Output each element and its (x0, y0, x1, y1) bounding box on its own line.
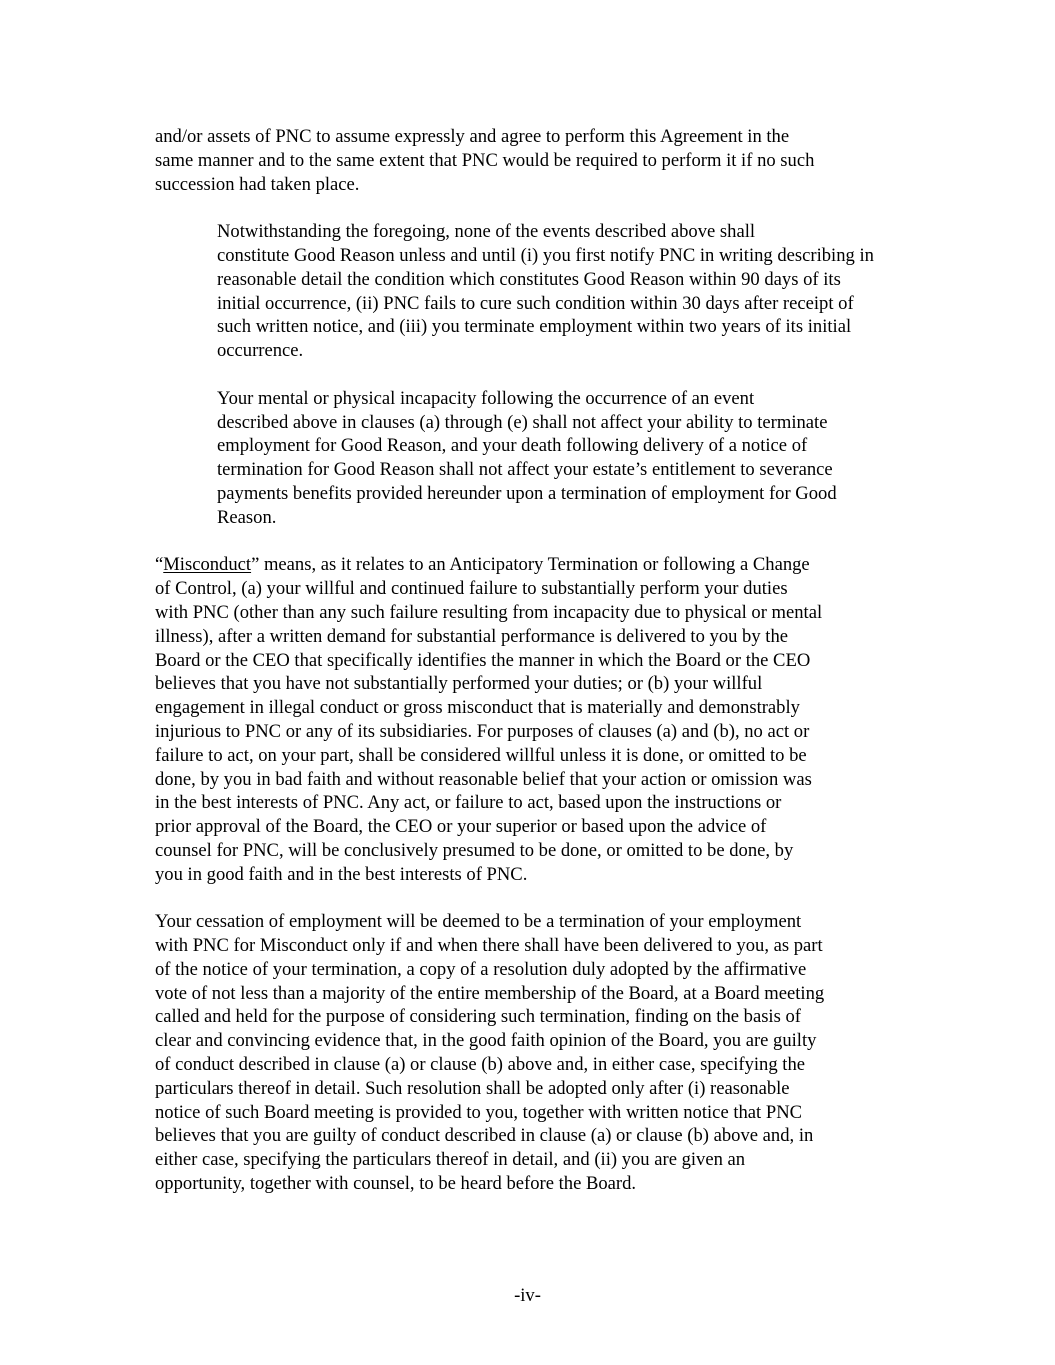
text-line: called and held for the purpose of considering such termination, finding on the basis of (155, 1006, 801, 1028)
text-line: in the best interests of PNC. Any act, or failure to act, based upon the instructions or (155, 792, 782, 814)
text-line: particulars thereof in detail. Such resolution shall be adopted only after (i) reasonable (155, 1077, 790, 1099)
text-line: Reason. (217, 506, 277, 528)
text-line (155, 553, 903, 577)
first-line-rest: ” means, as it relates to an Anticipatory Termination or following a Change (251, 554, 810, 576)
text-line: prior approval of the Board, the CEO or your superior or based upon the advice of (155, 816, 767, 838)
text-line: believes that you are guilty of conduct described in clause (a) or clause (b) above and, in (155, 1125, 814, 1147)
text-line: you in good faith and in the best interests of PNC. (155, 863, 528, 885)
paragraph-good-reason-notice (155, 220, 903, 363)
text-line: of conduct described in clause (a) or clause (b) above and, in either case, specifying the (155, 1054, 805, 1076)
text-line: with PNC (other than any such failure resulting from incapacity due to physical or mental (155, 601, 823, 623)
text-line: Your cessation of employment will be deemed to be a termination of your employment (155, 911, 802, 933)
text-line: illness), after a written demand for substantial performance is delivered to you by the (155, 625, 789, 647)
text-line: Board or the CEO that specifically identifies the manner in which the Board or the CEO (155, 649, 811, 671)
text-line: employment for Good Reason, and your death following delivery of a notice of (217, 435, 808, 457)
text-line: Notwithstanding the foregoing, none of the events described above shall (217, 221, 756, 243)
text-line: constitute Good Reason unless and until (i) you first notify PNC in writing describing in (217, 244, 874, 266)
open-quote: “ (155, 554, 164, 576)
text-line: such written notice, and (iii) you terminate employment within two years of its initial (217, 316, 852, 338)
text-line: with PNC for Misconduct only if and when there shall have been delivered to you, as part (155, 935, 823, 957)
text-line: vote of not less than a majority of the entire membership of the Board, at a Board meeting (155, 982, 825, 1004)
text-line: notice of such Board meeting is provided to you, together with written notice that PNC (155, 1101, 803, 1123)
text-line: injurious to PNC or any of its subsidiaries. For purposes of clauses (a) and (b), no act or (155, 720, 810, 742)
paragraph-board-resolution (155, 910, 903, 1196)
text-line: of the notice of your termination, a copy of a resolution duly adopted by the affirmative (155, 958, 807, 980)
text-line: succession had taken place. (155, 173, 360, 195)
defined-term-misconduct: Misconduct (163, 554, 252, 576)
text-line: Your mental or physical incapacity following the occurrence of an event (217, 387, 755, 409)
text-line: reasonable detail the condition which constitutes Good Reason within 90 days of its (217, 268, 841, 290)
text-line: failure to act, on your part, shall be considered willful unless it is done, or omitted to be (155, 744, 807, 766)
text-line: either case, specifying the particulars thereof in detail, and (ii) you are given an (155, 1149, 746, 1171)
text-line: payments benefits provided hereunder upon a termination of employment for Good (217, 482, 837, 504)
text-line: same manner and to the same extent that PNC would be required to perform it if no such (155, 149, 815, 171)
text-line: termination for Good Reason shall not affect your estate’s entitlement to severance (217, 459, 833, 481)
paragraph-misconduct-definition (155, 553, 903, 886)
page-number: -iv- (514, 1285, 541, 1306)
text-line: described above in clauses (a) through (e) shall not affect your ability to terminate (217, 411, 828, 433)
text-line: opportunity, together with counsel, to be heard before the Board. (155, 1173, 637, 1195)
text-line: and/or assets of PNC to assume expressly and agree to perform this Agreement in the (155, 126, 790, 147)
paragraph-succession (155, 125, 903, 196)
text-line: done, by you in bad faith and without reasonable belief that your action or omission was (155, 768, 812, 790)
text-line: initial occurrence, (ii) PNC fails to cure such condition within 30 days after receipt of (217, 292, 854, 314)
paragraph-incapacity (155, 387, 903, 530)
text-line: of Control, (a) your willful and continued failure to substantially perform your duties (155, 578, 788, 600)
text-line: occurrence. (217, 340, 304, 362)
text-line: engagement in illegal conduct or gross misconduct that is materially and demonstrably (155, 697, 800, 719)
text-line: clear and convincing evidence that, in the good faith opinion of the Board, you are guilty (155, 1030, 817, 1052)
document-body (155, 125, 903, 1220)
text-line: counsel for PNC, will be conclusively presumed to be done, or omitted to be done, by (155, 839, 794, 861)
text-line: believes that you have not substantially performed your duties; or (b) your willful (155, 673, 763, 695)
